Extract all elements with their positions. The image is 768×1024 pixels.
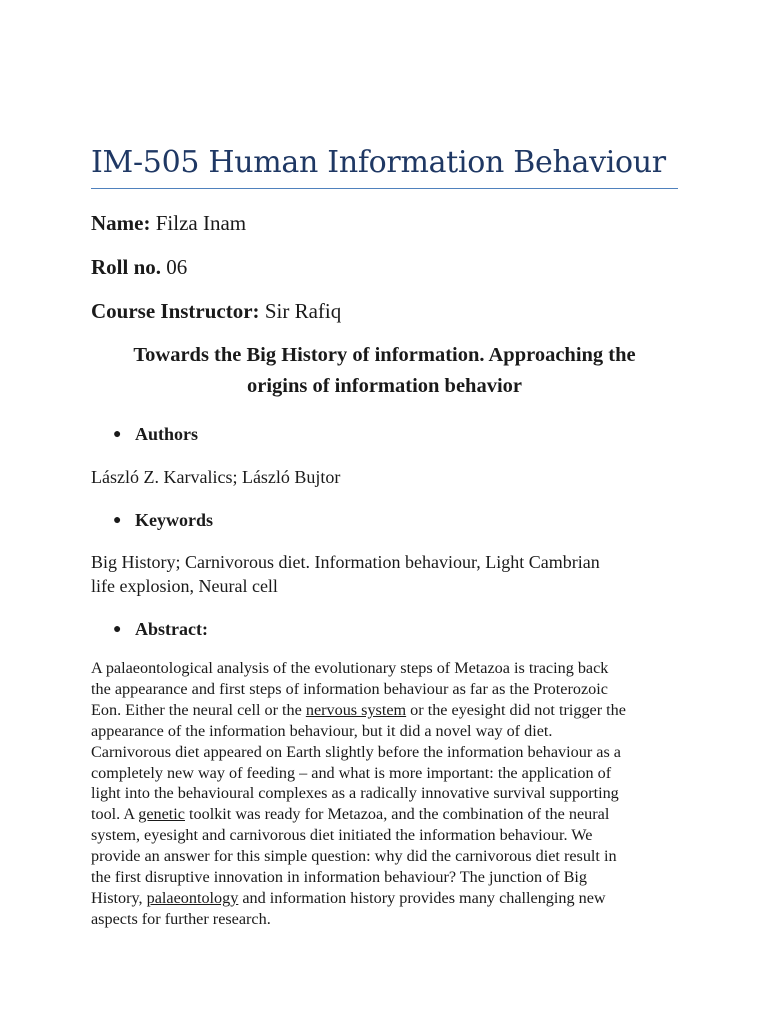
instructor-field [91,298,341,324]
keywords-line-1: Big History; Carnivorous diet. Information behaviour, Light Cambrian [91,552,600,572]
keywords-line-2: life explosion, Neural cell [91,576,278,596]
abstract-line: Carnivorous diet appeared on Earth slightly before the information behaviour as a [91,742,621,761]
abstract-text: and information history provides many challenging new [238,888,606,907]
abstract-line: completely new way of feeding – and what is more important: the application of [91,763,612,782]
palaeontology-link[interactable]: palaeontology [146,888,239,907]
abstract-heading [113,618,208,641]
paper-title [91,340,678,402]
abstract-text: History, [91,888,147,907]
abstract-line [91,888,691,909]
abstract-line: A palaeontological analysis of the evolutionary steps of Metazoa is tracing back [91,659,609,677]
authors-heading [113,423,198,446]
abstract-line: appearance of the information behaviour, but it did a novel way of diet. [91,721,553,740]
genetic-link[interactable]: genetic [138,805,185,824]
paper-title-line-1: Towards the Big History of information. Approaching the [133,344,636,366]
keywords-text [91,550,681,598]
paper-title-line-2: origins of information behavior [246,375,523,397]
instructor-value: Sir Rafiq [264,299,342,323]
name-field [91,210,246,236]
abstract-line: the appearance and first steps of information behaviour as far as the Proterozoic [91,679,608,698]
bullet-icon: ● [113,622,122,637]
name-value: Filza Inam [155,211,247,235]
abstract-line: the first disruptive innovation in information behaviour? The junction of Big [91,868,588,887]
abstract-line: provide an answer for this simple question: why did the carnivorous diet result in [91,847,617,866]
abstract-line: system, eyesight and carnivorous diet initiated the information behaviour. We [91,826,593,845]
keywords-heading [113,509,213,532]
roll-value: 06 [166,255,188,279]
authors-text: László Z. Karvalics; László Bujtor [91,467,341,487]
instructor-label: Course Instructor: [91,299,260,323]
abstract-body [91,658,691,930]
bullet-icon: ● [113,427,122,442]
roll-field [91,254,187,280]
abstract-text: tool. A [91,805,139,824]
keywords-heading-label: Keywords [135,510,213,530]
abstract-line [91,700,691,721]
document-title: IM-505 Human Information Behaviour [91,145,666,180]
abstract-line: aspects for further research. [91,909,271,928]
nervous-system-link[interactable]: nervous system [305,700,407,719]
title-underline-rule [91,188,678,189]
abstract-text: toolkit was ready for Metazoa, and the combination of the neural [184,805,610,824]
abstract-line [91,804,691,825]
abstract-text: or the eyesight did not trigger the [406,700,626,719]
authors-heading-label: Authors [135,424,199,444]
bullet-icon: ● [113,513,122,528]
abstract-text: Eon. Either the neural cell or the [91,700,306,719]
abstract-heading-label: Abstract: [135,619,208,639]
name-label: Name: [91,211,151,235]
abstract-line: light into the behavioural complexes as a radically innovative survival supporting [91,784,619,803]
roll-label: Roll no. [91,255,162,279]
